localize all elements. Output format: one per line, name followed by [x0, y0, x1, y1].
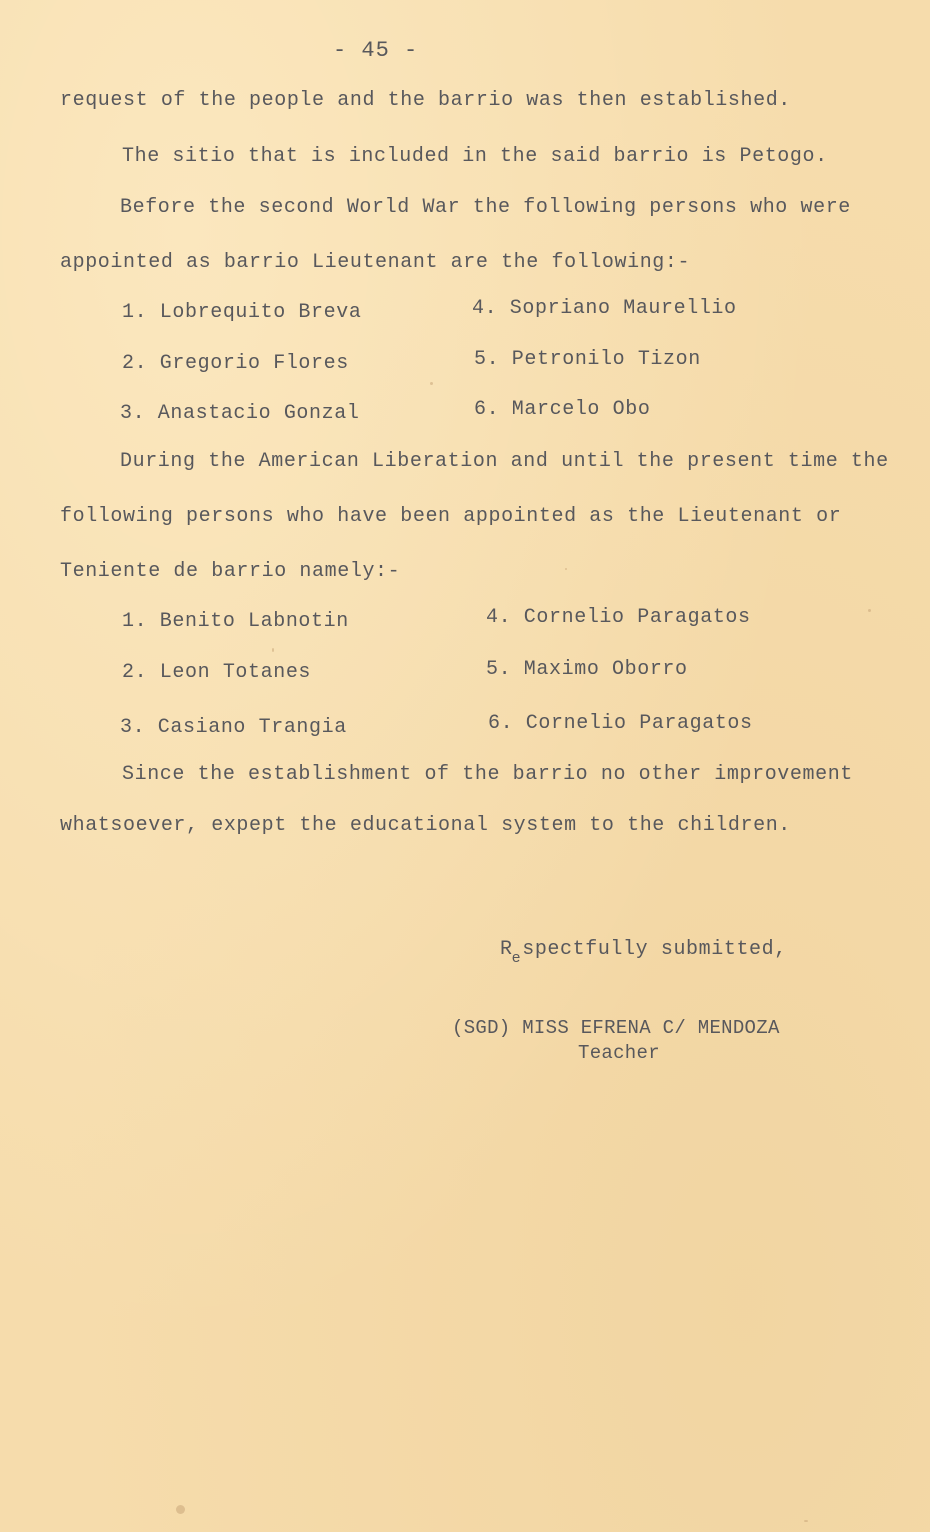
- list-item: 6. Marcelo Obo: [474, 398, 651, 421]
- paper-fleck: [868, 609, 871, 612]
- list-item: 1. Benito Labnotin: [122, 610, 349, 633]
- paragraph-line: Teniente de barrio namely:-: [60, 560, 401, 583]
- closing-r: R: [500, 938, 513, 961]
- paragraph-line: following persons who have been appointed as the Lieutenant or: [60, 505, 842, 528]
- signature-title: Teacher: [578, 1042, 660, 1064]
- list-item: 3. Casiano Trangia: [120, 716, 347, 739]
- list-item: 1. Lobrequito Breva: [122, 301, 362, 324]
- signature: (SGD) MISS EFRENA C/ MENDOZA: [452, 1017, 780, 1039]
- list-item: 5. Petronilo Tizon: [474, 348, 701, 371]
- list-item: 2. Gregorio Flores: [122, 352, 349, 375]
- closing-rest: spectfully submitted,: [522, 938, 787, 961]
- paragraph-line: Since the establishment of the barrio no other improvement: [122, 763, 853, 786]
- list-item: 4. Cornelio Paragatos: [486, 606, 751, 629]
- closing-e-subscript: e: [511, 950, 522, 967]
- list-item: 3. Anastacio Gonzal: [120, 402, 360, 425]
- list-item: 6. Cornelio Paragatos: [488, 712, 753, 735]
- paragraph-line: appointed as barrio Lieutenant are the following:-: [60, 251, 691, 274]
- closing-line: [500, 938, 787, 967]
- list-item: 2. Leon Totanes: [122, 661, 312, 684]
- paragraph-line: The sitio that is included in the said barrio is Petogo.: [122, 145, 828, 168]
- paragraph-line: During the American Liberation and until the present time the: [120, 450, 889, 473]
- paragraph-line: Before the second World War the following persons who were: [120, 196, 851, 219]
- list-item: 5. Maximo Oborro: [486, 658, 688, 681]
- paper-fleck: [430, 382, 433, 385]
- paper-fleck: [804, 1520, 808, 1522]
- paragraph-line: whatsoever, expept the educational system to the children.: [60, 814, 791, 837]
- paper-fleck: [176, 1505, 185, 1514]
- paper-fleck: [565, 568, 567, 570]
- page-number: - 45 -: [333, 38, 419, 63]
- paper-fleck: [272, 648, 274, 652]
- paragraph-line: request of the people and the barrio was then established.: [60, 89, 791, 112]
- list-item: 4. Sopriano Maurellio: [472, 297, 737, 320]
